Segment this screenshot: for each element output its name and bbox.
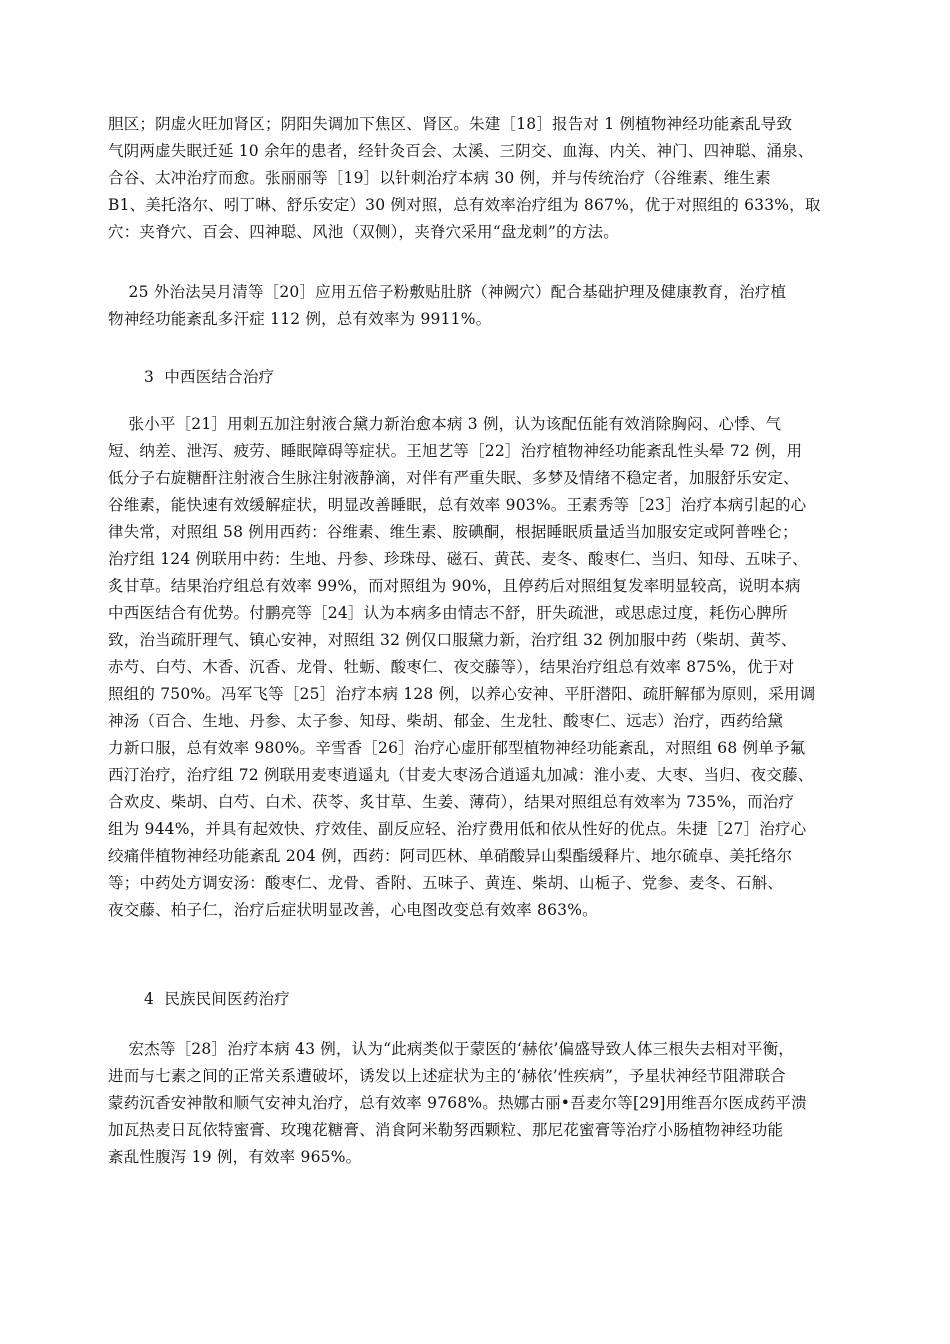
text-line: 治疗组 124 例联用中药：生地、丹参、珍珠母、磁石、黄芪、麦冬、酸枣仁、当归、知母、五味子、 xyxy=(108,550,808,568)
text-line: 律失常，对照组 58 例用西药：谷维素、维生素、胺碘酮，根据睡眠质量适当加服安定或阿普唑仑； xyxy=(108,523,798,541)
text-line: 气阴两虚失眠迁延 10 余年的患者，经针灸百会、太溪、三阴交、血海、内关、神门、四神聪、涌泉、 xyxy=(108,142,814,160)
text-line: 炙甘草。结果治疗组总有效率 99%，而对照组为 90%，且停药后对照组复发率明显较高，说明本病 xyxy=(108,577,801,595)
text-line: 宏杰等［28］治疗本病 43 例，认为“此病类似于蒙医的‘赫依’偏盛导致人体三根失去相对平衡， xyxy=(108,1040,794,1058)
section-heading-3 xyxy=(108,364,848,391)
text-line: 胆区；阴虚火旺加肾区；阴阳失调加下焦区、肾区。朱建［18］报告对 1 例植物神经功能紊乱导致 xyxy=(108,115,793,133)
text-line: 物神经功能紊乱多汗症 112 例，总有效率为 9911%。 xyxy=(108,310,492,328)
text-line: 力新口服，总有效率 980%。辛雪香［26］治疗心虚肝郁型植物神经功能紊乱，对照组 68 例单予氟 xyxy=(108,739,806,757)
text-line: 低分子右旋糖酐注射液合生脉注射液静滴，对伴有严重失眠、多梦及情绪不稳定者，加服舒乐安定、 xyxy=(108,469,799,487)
text-line: 紊乱性腹泻 19 例，有效率 965%。 xyxy=(108,1148,362,1166)
section-title: 4 民族民间医药治疗 xyxy=(144,990,290,1008)
section-heading-4 xyxy=(108,986,848,1013)
paragraph-acupuncture xyxy=(108,111,848,246)
text-line: 合谷、太冲治疗而愈。张丽丽等［19］以针刺治疗本病 30 例，并与传统治疗（谷维素、维生素 xyxy=(108,169,771,187)
text-line: 神汤（百合、生地、丹参、太子参、知母、柴胡、郁金、生龙牡、酸枣仁、远志）治疗，西药给黛 xyxy=(108,712,784,730)
text-line: 组为 944%，并具有起效快、疗效佳、副反应轻、治疗费用低和依从性好的优点。朱捷［27］治疗心 xyxy=(108,820,807,838)
text-line: 等；中药处方调安汤：酸枣仁、龙骨、香附、五味子、黄连、柴胡、山栀子、党参、麦冬、石斛、 xyxy=(108,874,784,892)
text-line: 合欢皮、柴胡、白芍、白术、茯苓、炙甘草、生姜、薄荷），结果对照组总有效率为 735%，而治疗 xyxy=(108,793,795,811)
text-line: 致，治当疏肝理气、镇心安神，对照组 32 例仅口服黛力新，治疗组 32 例加服中药（柴胡、黄芩、 xyxy=(108,631,797,649)
text-line: 穴：夹脊穴、百会、四神聪、风池（双侧），夹脊穴采用“盘龙刺”的方法。 xyxy=(108,223,619,241)
text-line: 蒙药沉香安神散和顺气安神丸治疗，总有效率 9768%。热娜古丽•吾麦尔等[29]用维吾尔医成药平溃 xyxy=(108,1094,807,1112)
paragraph-integrated-treatment xyxy=(108,411,848,924)
text-line: 照组的 750%。冯军飞等［25］治疗本病 128 例，以养心安神、平肝潜阳、疏肝解郁为原则，采用调 xyxy=(108,685,816,703)
text-line: 夜交藤、柏子仁，治疗后症状明显改善，心电图改变总有效率 863%。 xyxy=(108,901,598,919)
section-title: 3 中西医结合治疗 xyxy=(144,368,275,386)
text-line: 25 外治法吴月清等［20］应用五倍子粉敷贴肚脐（神阙穴）配合基础护理及健康教育，治疗植 xyxy=(108,283,787,301)
text-line: 绞痛伴植物神经功能紊乱 204 例，西药：阿司匹林、单硝酸异山梨酯缓释片、地尔硫卓、美托络尔 xyxy=(108,847,793,865)
text-line: 张小平［21］用刺五加注射液合黛力新治愈本病 3 例，认为该配伍能有效消除胸闷、心悸、气 xyxy=(108,415,782,433)
text-line: 短、纳差、泄泻、疲劳、睡眠障碍等症状。王旭艺等［22］治疗植物神经功能紊乱性头晕 72 例，用 xyxy=(108,442,803,460)
text-line: 加瓦热麦日瓦依特蜜膏、玫瑰花糖膏、消食阿米勒努西颗粒、那尼花蜜膏等治疗小肠植物神经功能 xyxy=(108,1121,784,1139)
text-line: 中西医结合有优势。付鹏亮等［24］认为本病多由情志不舒，肝失疏泄，或思虑过度，耗伤心脾所 xyxy=(108,604,788,622)
paragraph-ethnic-medicine xyxy=(108,1036,848,1171)
text-line: 赤芍、白芍、木香、沉香、龙骨、牡蛎、酸枣仁、夜交藤等），结果治疗组总有效率 875%，优于对 xyxy=(108,658,795,676)
paragraph-external-treatment xyxy=(108,279,848,333)
text-line: 谷维素，能快速有效缓解症状，明显改善睡眠，总有效率 903%。王素秀等［23］治疗本病引起的心 xyxy=(108,496,807,514)
text-line: B1、美托洛尔、吲丁啉、舒乐安定）30 例对照，总有效率治疗组为 867%，优于对照组的 633%，取 xyxy=(108,196,821,214)
text-line: 进而与七素之间的正常关系遭破坏，诱发以上述症状为主的‘赫依’性疾病”，予星状神经节阻滞联合 xyxy=(108,1067,786,1085)
text-line: 西汀治疗，治疗组 72 例联用麦枣逍遥丸（甘麦大枣汤合逍遥丸加减：淮小麦、大枣、当归、夜交藤、 xyxy=(108,766,814,784)
